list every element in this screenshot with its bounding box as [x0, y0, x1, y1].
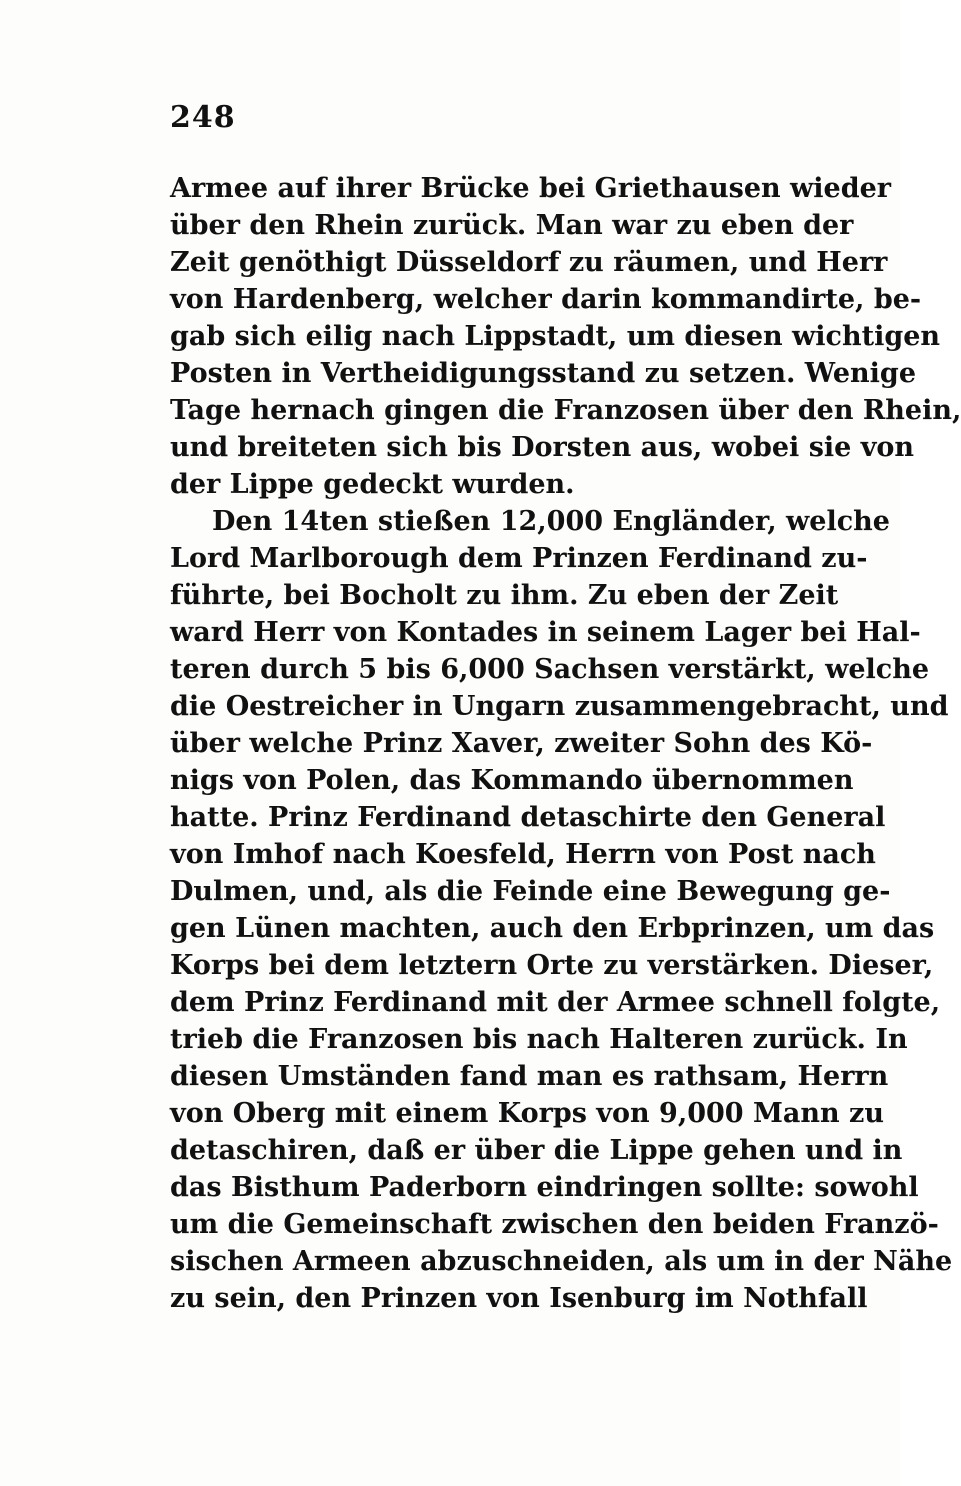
text-line: Tage hernach gingen die Franzosen über den Rhein, [170, 395, 961, 426]
text-line: Lord Marlborough dem Prinzen Ferdinand zu- [170, 543, 868, 574]
text-line: gab sich eilig nach Lippstadt, um diesen wichtigen [170, 321, 941, 352]
text-line: und breiteten sich bis Dorsten aus, wobei sie von [170, 432, 915, 463]
text-line: dem Prinz Ferdinand mit der Armee schnell folgte, [170, 987, 941, 1018]
text-line: detaschiren, daß er über die Lippe gehen und in [170, 1135, 903, 1166]
text-line: führte, bei Bocholt zu ihm. Zu eben der Zeit [170, 580, 839, 611]
text-line: trieb die Franzosen bis nach Halteren zurück. In [170, 1024, 908, 1055]
text-line: über welche Prinz Xaver, zweiter Sohn des Kö- [170, 728, 873, 759]
text-line: Korps bei dem letztern Orte zu verstärken. Dieser, [170, 950, 934, 981]
text-line: von Oberg mit einem Korps von 9,000 Mann zu [170, 1098, 884, 1129]
text-line: Dulmen, und, als die Feinde eine Bewegung ge- [170, 876, 891, 907]
text-line: der Lippe gedeckt wurden. [170, 469, 575, 500]
page-number: 248 [170, 100, 236, 135]
text-line: Posten in Vertheidigungsstand zu setzen. Wenige [170, 358, 916, 389]
text-line: um die Gemeinschaft zwischen den beiden Franzö- [170, 1209, 939, 1240]
text-line: die Oestreicher in Ungarn zusammengebracht, und [170, 691, 949, 722]
text-line: Armee auf ihrer Brücke bei Griethausen wieder [170, 173, 891, 204]
text-line: das Bisthum Paderborn eindringen sollte: sowohl [170, 1172, 919, 1203]
text-line: hatte. Prinz Ferdinand detaschirte den General [170, 802, 886, 833]
paragraph-1 [170, 170, 961, 503]
text-line: von Hardenberg, welcher darin kommandirte, be- [170, 284, 922, 315]
text-line: von Imhof nach Koesfeld, Herrn von Post nach [170, 839, 876, 870]
text-line: sischen Armeen abzuschneiden, als um in der Nähe [170, 1246, 953, 1277]
text-line: gen Lünen machten, auch den Erbprinzen, um das [170, 913, 935, 944]
text-line: teren durch 5 bis 6,000 Sachsen verstärkt, welche [170, 654, 930, 685]
text-line: ward Herr von Kontades in seinem Lager bei Hal- [170, 617, 921, 648]
text-line: zu sein, den Prinzen von Isenburg im Nothfall [170, 1283, 868, 1314]
text-line: nigs von Polen, das Kommando übernommen [170, 765, 854, 796]
text-line: Den 14ten stießen 12,000 Engländer, welche [212, 506, 890, 537]
text-line: über den Rhein zurück. Man war zu eben der [170, 210, 854, 241]
text-line: Zeit genöthigt Düsseldorf zu räumen, und Herr [170, 247, 888, 278]
paragraph-2 [170, 503, 953, 1317]
body-text [170, 170, 961, 1317]
text-line: diesen Umständen fand man es rathsam, Herrn [170, 1061, 889, 1092]
